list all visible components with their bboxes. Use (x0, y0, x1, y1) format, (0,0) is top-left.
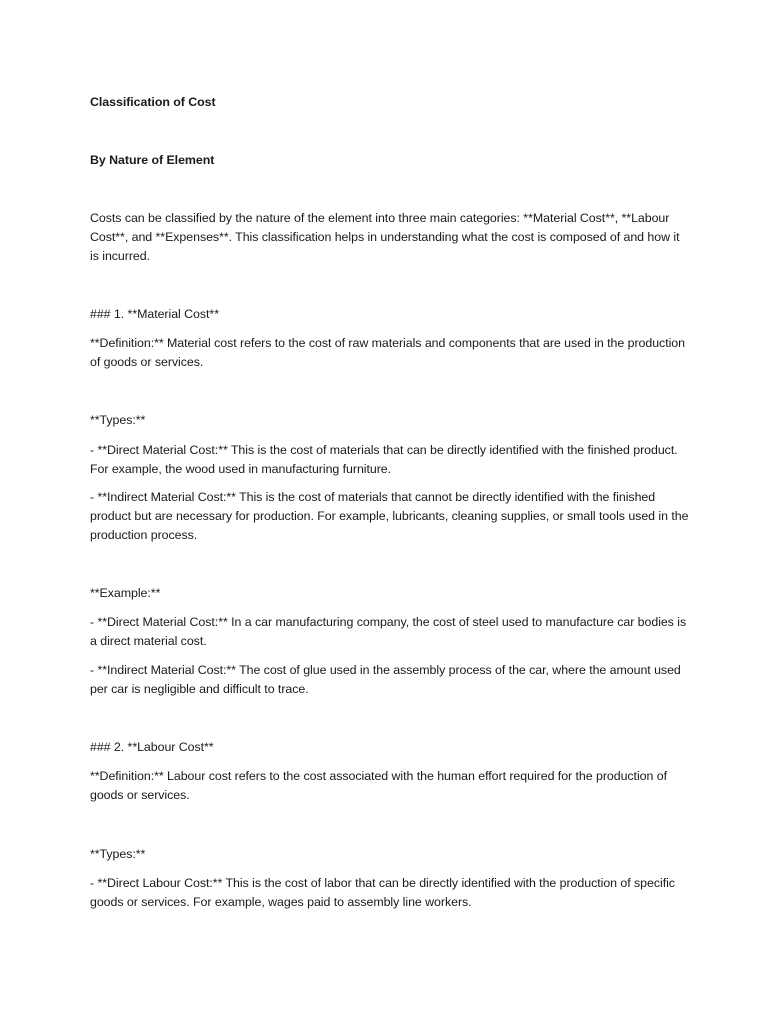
list-item-example-direct: - **Direct Material Cost:** In a car manufacturing company, the cost of steel used to manufacture car bodies is a direct material cost. (90, 615, 687, 648)
document-title: Classification of Cost (90, 95, 216, 109)
paragraph-material-definition: **Definition:** Material cost refers to the cost of raw materials and components that are used in the production of goods or services. (90, 336, 685, 369)
list-item-indirect-material: - **Indirect Material Cost:** This is the cost of materials that cannot be directly identified with the finished product but are necessary for production. For example, lubricants, cleaning supplies, or small tools used in the production process. (90, 490, 689, 542)
label-types: **Types:** (90, 413, 146, 427)
label-types-labour: **Types:** (90, 847, 146, 861)
heading-material-cost: ### 1. **Material Cost** (90, 307, 219, 321)
label-example: **Example:** (90, 586, 161, 600)
list-item-example-indirect: - **Indirect Material Cost:** The cost of glue used in the assembly process of the car, where the amount used per car is negligible and difficult to trace. (90, 663, 681, 696)
list-item-direct-labour: - **Direct Labour Cost:** This is the cost of labor that can be directly identified with the production of specific goods or services. For example, wages paid to assembly line workers. (90, 876, 675, 909)
list-item-direct-material: - **Direct Material Cost:** This is the cost of materials that can be directly identified with the finished product. For example, the wood used in manufacturing furniture. (90, 443, 678, 476)
section-heading: By Nature of Element (90, 153, 215, 167)
heading-labour-cost: ### 2. **Labour Cost** (90, 740, 214, 754)
paragraph-intro: Costs can be classified by the nature of the element into three main categories: **Material Cost**, **Labour Cost**, and **Expenses**. This classification helps in understanding what the cost is composed of and how it is incurred. (90, 211, 680, 263)
paragraph-labour-definition: **Definition:** Labour cost refers to the cost associated with the human effort required for the production of goods or services. (90, 769, 667, 802)
